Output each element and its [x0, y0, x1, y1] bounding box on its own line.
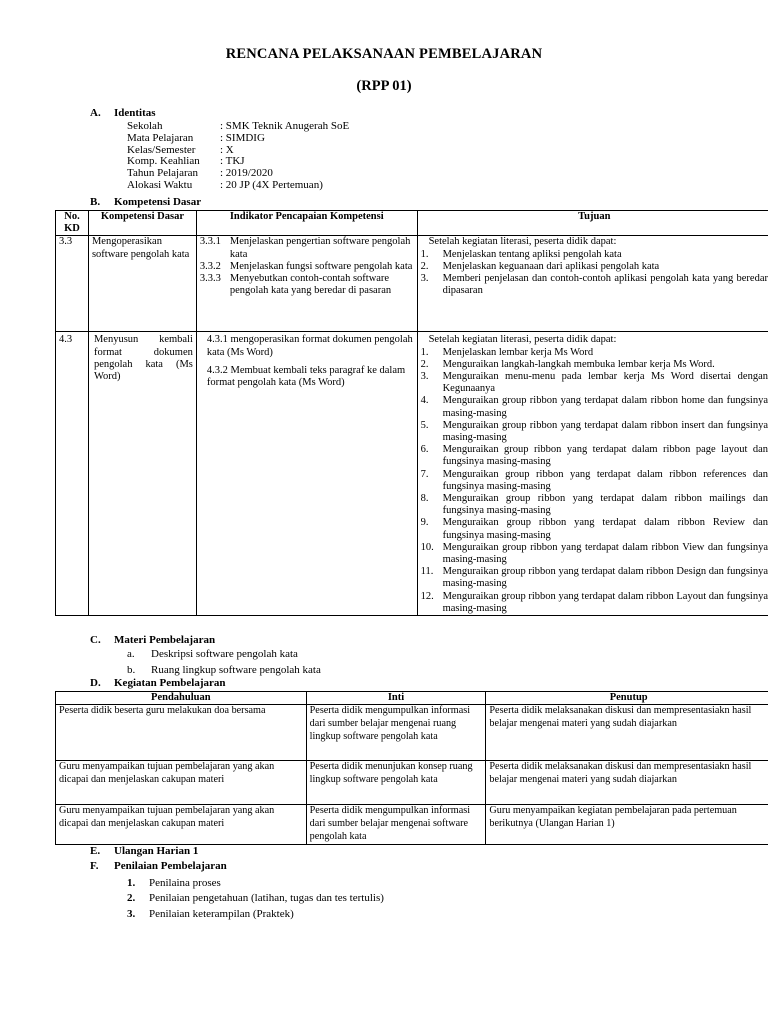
document-title: RENCANA PELAKSANAAN PEMBELAJARAN: [225, 46, 543, 62]
list-item: 3. Memberi penjelasan dan contoh-contoh aplikasi pengolah kata yang beredar dipasaran: [420, 273, 768, 297]
cell-inti: Peserta didik mengumpulkan informasi dari sumber belajar mengenai software pengolah kata: [306, 805, 486, 845]
cell-penutup: Guru menyampaikan kegiatan pembelajaran pada pertemuan berikutnya (Ulangan Harian 1): [486, 805, 768, 845]
cell-pendahuluan: Guru menyampaikan tujuan pembelajaran yang akan dicapai dan menjelaskan cakupan materi: [56, 761, 307, 805]
identitas-row: Sekolah : SMK Teknik Anugerah SoE: [127, 120, 350, 132]
identitas-row: Tahun Pelajaran : 2019/2020: [127, 167, 273, 180]
list-item: 7. Menguraikan group ribbon yang terdapat dalam ribbon references dan fungsinya masing-masing: [420, 468, 768, 492]
list-item: b. Ruang lingkup software pengolah kata: [127, 664, 321, 676]
list-item: 10. Menguraikan group ribbon yang terdapat dalam ribbon View dan fungsinya masing-masing: [420, 541, 768, 566]
tujuan-intro: Setelah kegiatan literasi, peserta didik dapat:: [428, 334, 617, 346]
list-item: 1. Menjelaskan lembar kerja Ms Word: [420, 346, 594, 358]
indikator-item: 3.3.1 Menjelaskan pengertian software pengolah kata: [199, 236, 411, 260]
list-item: 6. Menguraikan group ribbon yang terdapat dalam ribbon page layout dan fungsinya masing-masing: [420, 444, 768, 468]
header-indikator: Indikator Pencapaian Kompetensi: [196, 211, 417, 236]
table-row: [56, 332, 768, 616]
list-item: 9. Menguraikan group ribbon yang terdapat dalam ribbon Review dan fungsinya masing-masing: [420, 517, 768, 541]
kd-kompetensi: Menyusun kembali format dokumen pengolah kata (Ms Word): [88, 332, 196, 616]
cell-penutup: Peserta didik melaksanakan diskusi dan mempresentasiakn hasil belajar mengenai materi yang sudah diajarkan: [486, 705, 768, 761]
list-item: 2. Penilaian pengetahuan (latihan, tugas dan tes tertulis): [127, 892, 384, 905]
table-header-row: [56, 692, 768, 705]
kd-number: 4.3: [56, 332, 89, 616]
cell-pendahuluan: Guru menyampaikan tujuan pembelajaran yang akan dicapai dan menjelaskan cakupan materi: [56, 805, 307, 845]
list-item: 8. Menguraikan group ribbon yang terdapat dalam ribbon mailings dan fungsinya masing-masing: [420, 493, 768, 517]
tujuan-list: [421, 347, 768, 615]
list-item: a. Deskripsi software pengolah kata: [127, 648, 298, 660]
list-item: 5. Menguraikan group ribbon yang terdapat dalam ribbon insert dan fungsinya masing-masing: [420, 419, 768, 444]
tujuan-list: [421, 249, 768, 298]
identitas-row: Kelas/Semester : X: [127, 143, 234, 156]
list-item: 1. Penilaina proses: [127, 877, 221, 889]
table-row: [56, 236, 768, 332]
section-d-heading: D. Kegiatan Pembelajaran: [90, 677, 226, 689]
materi-list: [127, 648, 321, 677]
section-c-heading: C. Materi Pembelajaran: [90, 634, 216, 646]
indikator-item: 4.3.1 mengoperasikan format dokumen pengolah kata (Ms Word): [206, 334, 413, 358]
section-a-heading: A. Identitas: [90, 107, 156, 119]
kompetensi-dasar-table: [55, 210, 768, 616]
cell-penutup: Peserta didik melaksanakan diskusi dan mempresentasiakn hasil belajar mengenai materi yang sudah diajarkan: [486, 761, 768, 805]
list-item: 2. Menguraikan langkah-langkah membuka lembar kerja Ms Word.: [420, 358, 715, 370]
list-item: 4. Menguraikan group ribbon yang terdapat dalam ribbon home dan fungsinya masing-masing: [420, 395, 768, 419]
list-item: 2. Menjelaskan keguanaan dari aplikasi pengolah kata: [420, 260, 660, 272]
cell-inti: Peserta didik mengumpulkan informasi dari sumber belajar mengenai ruang lingkup software pengolah kata: [306, 705, 486, 761]
indikator-item: 3.3.2 Menjelaskan fungsi software pengolah kata: [199, 260, 413, 272]
section-b-heading: B. Kompetensi Dasar: [90, 196, 202, 208]
identitas-row: Komp. Keahlian : TKJ: [127, 155, 245, 168]
list-item: 3. Menguraikan menu-menu pada lembar kerja Ms Word disertai dengan Kegunaanya: [420, 371, 768, 395]
kd-tujuan: [417, 236, 768, 332]
penilaian-list: [127, 876, 384, 922]
list-item: 12. Menguraikan group ribbon yang terdapat dalam ribbon Layout dan fungsinya masing-masing: [420, 590, 768, 614]
table-row: [56, 705, 768, 761]
list-item: 11. Menguraikan group ribbon yang terdapat dalam ribbon Design dan fungsinya masing-masing: [420, 566, 768, 590]
header-no-kd: No. KD: [56, 211, 89, 236]
identitas-list: [127, 121, 349, 192]
document-subtitle: (RPP 01): [356, 78, 412, 94]
section-f-heading: F. Penilaian Pembelajaran: [90, 860, 227, 872]
header-tujuan: Tujuan: [417, 211, 768, 236]
header-penutup: Penutup: [486, 692, 768, 705]
identitas-row: Alokasi Waktu : 20 JP (4X Pertemuan): [127, 178, 323, 191]
header-kompetensi: Kompetensi Dasar: [88, 211, 196, 236]
section-e-heading: E. Ulangan Harian 1: [90, 845, 199, 857]
cell-inti: Peserta didik menunjukan konsep ruang lingkup software pengolah kata: [306, 761, 486, 805]
kd-kompetensi: Mengoperasikan software pengolah kata: [88, 236, 196, 332]
kd-indikator: [196, 332, 417, 616]
kd-number: 3.3: [56, 236, 89, 332]
indikator-item: 3.3.3 Menyebutkan contoh-contah software pengolah kata yang beredar di pasaran: [199, 273, 392, 297]
kegiatan-table: [55, 691, 768, 845]
identitas-row: Mata Pelajaran : SIMDIG: [127, 131, 265, 144]
list-item: 3. Penilaian keterampilan (Praktek): [127, 907, 294, 920]
indikator-item: 4.3.2 Membuat kembali teks paragraf ke dalam format pengolah kata (Ms Word): [206, 364, 406, 389]
header-inti: Inti: [306, 692, 486, 705]
table-row: [56, 805, 768, 845]
tujuan-intro: Setelah kegiatan literasi, peserta didik dapat:: [428, 236, 617, 248]
cell-pendahuluan: Peserta didik beserta guru melakukan doa bersama: [56, 705, 307, 761]
table-row: [56, 761, 768, 805]
kd-indikator: [196, 236, 417, 332]
kd-tujuan: [417, 332, 768, 616]
list-item: 1. Menjelaskan tentang apliksi pengolah kata: [420, 248, 622, 260]
table-header-row: [56, 211, 768, 236]
header-pendahuluan: Pendahuluan: [56, 692, 307, 705]
